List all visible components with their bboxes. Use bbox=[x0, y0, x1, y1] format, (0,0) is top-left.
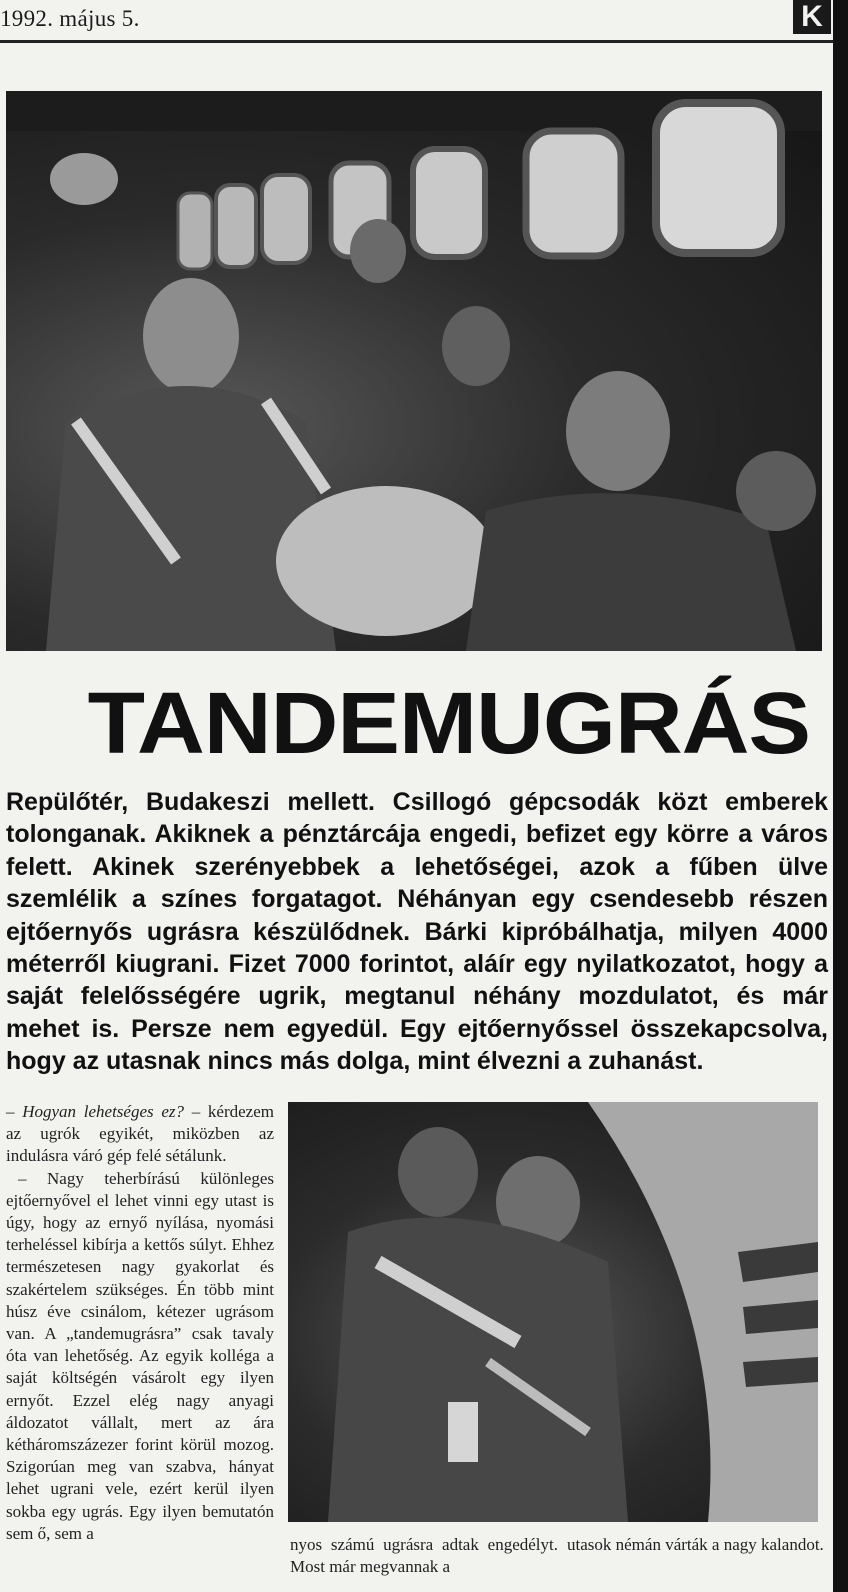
article-column-2: nyos számú ugrásra adtak engedélyt. Most már megvannak a bbox=[290, 1535, 558, 1577]
scan-edge bbox=[833, 0, 848, 1592]
question-text: – Hogyan lehetséges ez? bbox=[6, 1102, 184, 1121]
interview-question bbox=[6, 1101, 274, 1168]
publication-logo: K bbox=[793, 0, 831, 34]
door-photo bbox=[288, 1102, 818, 1522]
question-tail: – kérdezem az ugrók egyikét, miközben az indulásra váró gép felé sétálunk. bbox=[6, 1102, 274, 1166]
article-headline: TANDEMUGRÁS bbox=[87, 675, 810, 772]
header-rule bbox=[0, 40, 836, 43]
interview-answer: – Nagy teherbírású különleges ejtőernyővel el lehet vinni egy utast is úgy, hogy az ernyő nyílása, nyomási terheléssel kibírja a kettős súlyt. Ehhez természetesen nagy gyakorlat és szakértelem szükséges. Én több mint húsz éve csinálom, kétezer ugrásom van. A „tandemugrásra” csak tavaly óta van lehetőség. Az egyik kolléga a saját költségén vásárolt egy ilyen ernyőt. Ezzel elég nagy anyagi áldozatot vállalt, mert az ára kétháromszázezer forint körül mozog. Szigorúan meg van szabva, hányat lehet ugrani vele, ezért kerül ilyen sokba egy ugrás. Egy ilyen bemutatón sem ő, sem a bbox=[6, 1168, 274, 1543]
article-column-3: utasok némán várták a nagy kalandot. bbox=[567, 1535, 824, 1554]
issue-date: 1992. május 5. bbox=[0, 6, 140, 31]
article-column-1 bbox=[6, 1101, 274, 1545]
door-photo-icon bbox=[288, 1102, 818, 1522]
cabin-photo bbox=[6, 91, 822, 651]
cabin-photo-icon bbox=[6, 91, 822, 651]
article-lead: Repülőtér, Budakeszi mellett. Csillogó gépcsodák közt emberek tolonganak. Akiknek a pénztárcája engedi, befizet egy körre a város felett. Akinek szerényebbek a lehetőségei, azok a fűben ülve szemlélik a színes forgatagot. Néhányan egy csendesebb részen ejtőernyős ugrásra készülődnek. Bárki kipróbálhatja, milyen 4000 méterről kiugrani. Fizet 7000 forintot, aláír egy nyilatkozatot, hogy a saját felelősségére ugrik, megtanul néhány mozdulatot, és már mehet is. Persze nem egyedül. Egy ejtőernyőssel összekapcsolva, hogy az utasnak nincs más dolga, mint élvezni a zuhanást. bbox=[6, 788, 828, 1076]
